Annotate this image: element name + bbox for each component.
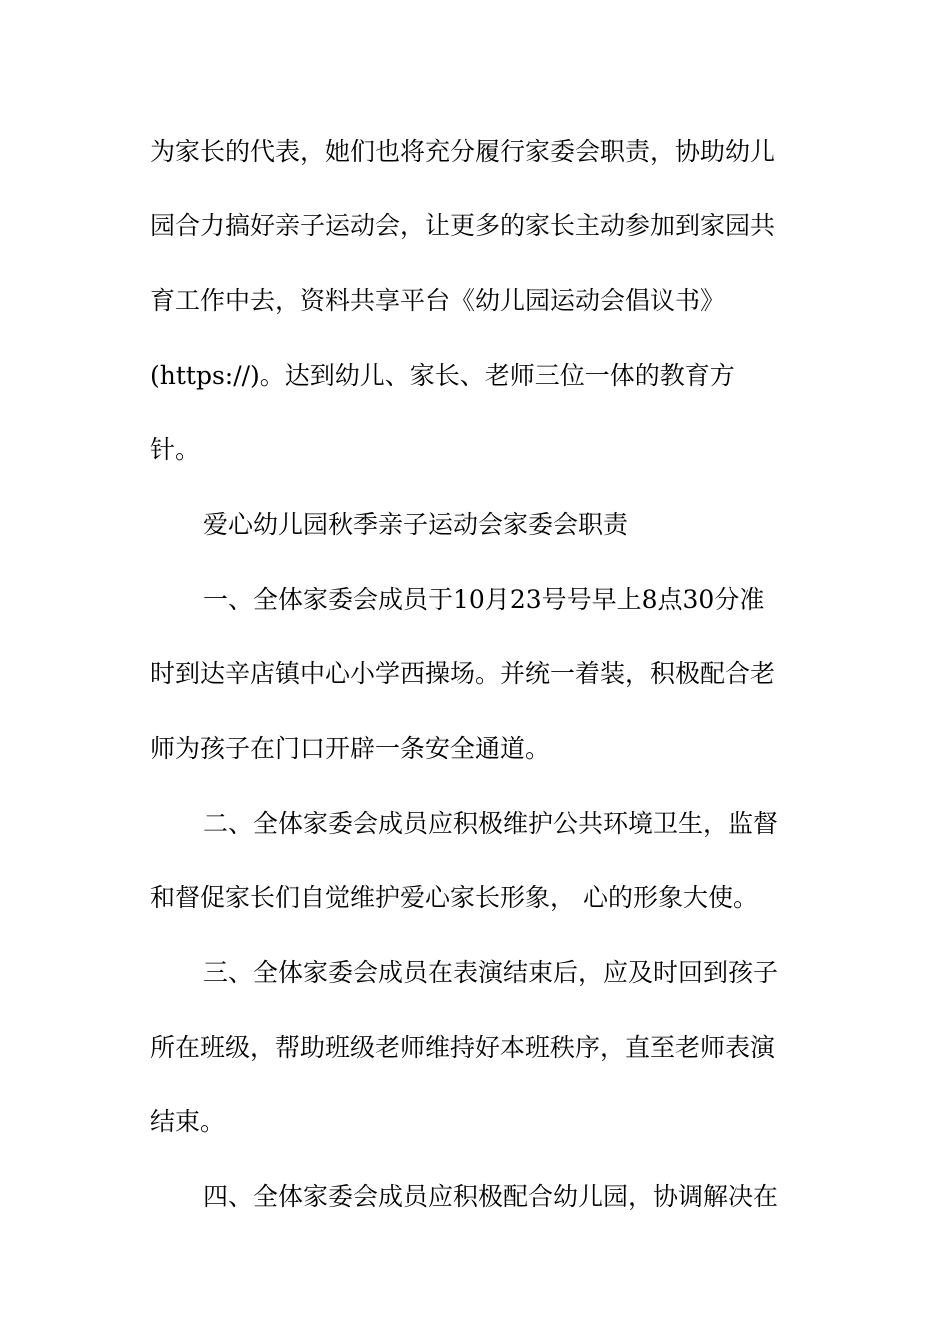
text-line: 园合力搞好亲子运动会，让更多的家长主动参加到家园共 xyxy=(150,211,776,240)
text-line: 针。 xyxy=(150,435,201,464)
text-line: 育工作中去，资料共享平台《幼儿园运动会倡议书》 xyxy=(150,286,726,315)
text-line: 和督促家长们自觉维护爱心家长形象， 心的形象大使。 xyxy=(150,883,758,912)
text-line: 一、全体家委会成员于10月23号号早上8点30分准 xyxy=(203,585,765,614)
text-line: 四、全体家委会成员应积极配合幼儿园，协调解决在 xyxy=(203,1182,779,1211)
text-line: 所在班级，帮助班级老师维持好本班秩序，直至老师表演 xyxy=(150,1033,776,1062)
text-line: 结束。 xyxy=(150,1107,226,1136)
text-line: 师为孩子在门口开辟一条安全通道。 xyxy=(150,734,551,763)
text-line: 二、全体家委会成员应积极维护公共环境卫生，监督 xyxy=(203,809,779,838)
text-line: (https://)。达到幼儿、家长、老师三位一体的教育方 xyxy=(150,361,735,390)
text-line: 时到达辛店镇中心小学西操场。并统一着装，积极配合老 xyxy=(150,659,776,688)
text-line: 三、全体家委会成员在表演结束后，应及时回到孩子 xyxy=(203,958,779,987)
text-line: 为家长的代表，她们也将充分履行家委会职责，协助幼儿 xyxy=(150,137,776,166)
section-heading: 爱心幼儿园秋季亲子运动会家委会职责 xyxy=(203,510,629,539)
